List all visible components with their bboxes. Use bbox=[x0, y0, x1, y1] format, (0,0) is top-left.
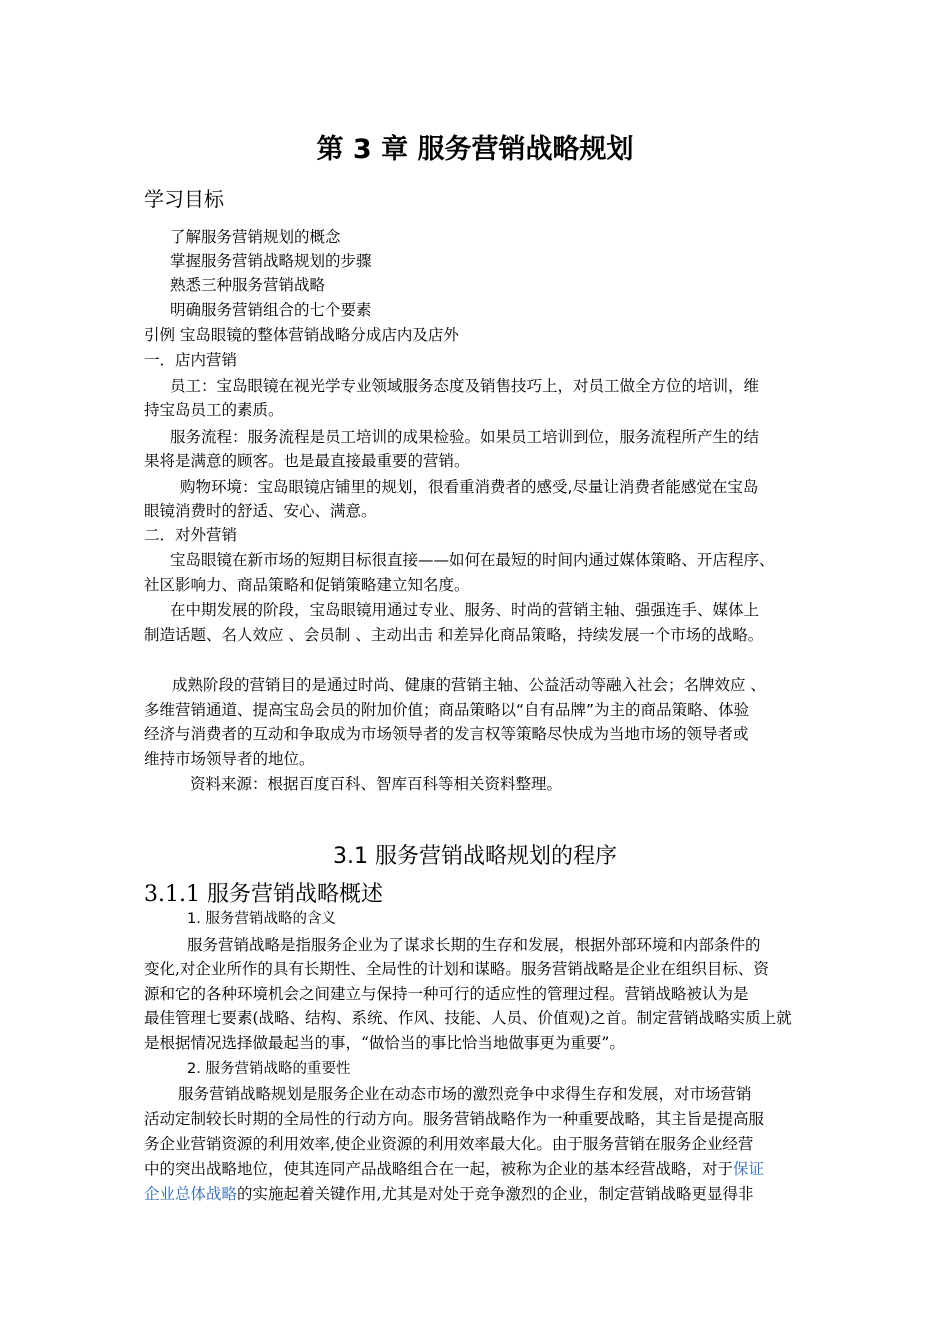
part2-heading: 二．对外营销 bbox=[144, 526, 238, 544]
item2-body-line bbox=[144, 1184, 753, 1204]
item1-heading: 1. 服务营销战略的含义 bbox=[187, 911, 336, 927]
link-guarantee[interactable]: 保证 bbox=[733, 1160, 765, 1178]
goal-item: 了解服务营销规划的概念 bbox=[170, 228, 341, 246]
link-corporate-strategy[interactable]: 企业总体战略 bbox=[144, 1185, 238, 1203]
item1-body-line: 源和它的各种环境机会之间建立与保持一种可行的适应性的管理过程。营销战略被认为是 bbox=[144, 985, 749, 1003]
mature-line: 维持市场领导者的地位。 bbox=[144, 750, 315, 768]
goal-item: 明确服务营销组合的七个要素 bbox=[170, 301, 372, 319]
item2-body-line: 活动定制较长时期的全局性的行动方向。服务营销战略作为一种重要战略，其主旨是提高服 bbox=[144, 1110, 765, 1128]
mature-line: 成熟阶段的营销目的是通过时尚、健康的营销主轴、公益活动等融入社会；名牌效应 、 bbox=[172, 676, 766, 694]
part1-heading: 一．店内营销 bbox=[144, 351, 238, 369]
item2-body-text: 中的突出战略地位，使其连同产品战略组合在一起，被称为企业的基本经营战略，对于 bbox=[144, 1160, 734, 1178]
item2-heading: 2. 服务营销战略的重要性 bbox=[187, 1061, 351, 1077]
process-paragraph-line: 果将是满意的顾客。也是最直接最重要的营销。 bbox=[144, 452, 470, 470]
source-note: 资料来源：根据百度百科、智库百科等相关资料整理。 bbox=[190, 775, 563, 793]
subsection-title: 3.1.1 服务营销战略概述 bbox=[144, 882, 383, 907]
goal-item: 熟悉三种服务营销战略 bbox=[170, 276, 326, 294]
staff-paragraph-line: 员工：宝岛眼镜在视光学专业领域服务态度及销售技巧上，对员工做全方位的培训，维 bbox=[170, 377, 760, 395]
section-title: 3.1 服务营销战略规划的程序 bbox=[333, 844, 617, 869]
item2-body-line: 服务营销战略规划是服务企业在动态市场的激烈竞争中求得生存和发展，对市场营销 bbox=[178, 1085, 752, 1103]
case-intro: 引例 宝岛眼镜的整体营销战略分成店内及店外 bbox=[144, 326, 459, 344]
mature-line: 多维营销通道、提高宝岛会员的附加价值；商品策略以“自有品牌”为主的商品策略、体验 bbox=[144, 701, 750, 719]
mature-line: 经济与消费者的互动和争取成为市场领导者的发言权等策略尽快成为当地市场的领导者或 bbox=[144, 725, 749, 743]
env-paragraph-line: 眼镜消费时的舒适、安心、满意。 bbox=[144, 502, 377, 520]
item1-body-line: 变化,对企业所作的具有长期性、全局性的计划和谋略。服务营销战略是企业在组织目标、资 bbox=[144, 960, 769, 978]
goal-item: 掌握服务营销战略规划的步骤 bbox=[170, 252, 372, 270]
short-term-line: 社区影响力、商品策略和促销策略建立知名度。 bbox=[144, 576, 470, 594]
mid-term-line: 制造话题、名人效应 、会员制 、主动出击 和差异化商品策略，持续发展一个市场的战略。 bbox=[144, 626, 764, 644]
goals-heading: 学习目标 bbox=[144, 187, 224, 211]
staff-paragraph-line: 持宝岛员工的素质。 bbox=[144, 401, 284, 419]
process-paragraph-line: 服务流程：服务流程是员工培训的成果检验。如果员工培训到位，服务流程所产生的结 bbox=[170, 428, 760, 446]
chapter-title: 第 3 章 服务营销战略规划 bbox=[316, 134, 634, 165]
item2-body-line: 务企业营销资源的利用效率,使企业资源的利用效率最大化。由于服务营销在服务企业经营 bbox=[144, 1135, 754, 1153]
short-term-line: 宝岛眼镜在新市场的短期目标很直接——如何在最短的时间内通过媒体策略、开店程序、 bbox=[170, 551, 775, 569]
env-paragraph-line: 购物环境：宝岛眼镜店铺里的规划，很看重消费者的感受,尽量让消费者能感觉在宝岛 bbox=[180, 478, 759, 496]
mid-term-line: 在中期发展的阶段，宝岛眼镜用通过专业、服务、时尚的营销主轴、强强连手、媒体上 bbox=[170, 601, 760, 619]
item2-body-text: 的实施起着关键作用,尤其是对处于竞争激烈的企业，制定营销战略更显得非 bbox=[237, 1185, 754, 1203]
item1-body-line: 是根据情况选择做最起当的事，“做恰当的事比恰当地做事更为重要”。 bbox=[144, 1034, 625, 1052]
item2-body-line bbox=[144, 1159, 764, 1179]
item1-body-line: 服务营销战略是指服务企业为了谋求长期的生存和发展，根据外部环境和内部条件的 bbox=[187, 936, 761, 954]
item1-body-line: 最佳管理七要素(战略、结构、系统、作风、技能、人员、价值观)之首。制定营销战略实质上就 bbox=[144, 1009, 792, 1027]
